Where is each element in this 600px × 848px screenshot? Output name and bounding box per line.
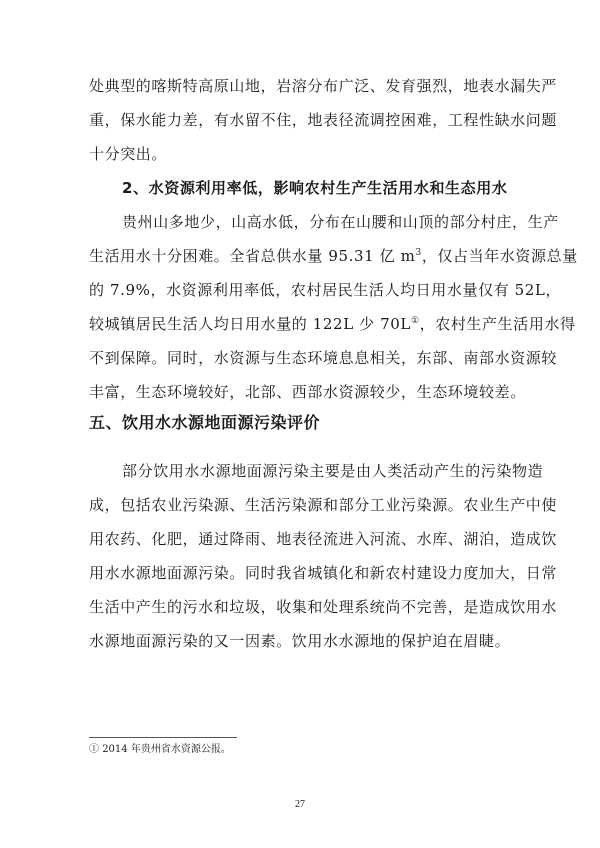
body-text-line: 部分饮用水水源地面源污染主要是由人类活动产生的污染物造 bbox=[122, 462, 544, 480]
text-segment: ，仅占当年水资源总量 bbox=[421, 247, 578, 265]
text-segment: 较城镇居民生活人均日用水量的 122L 少 70L bbox=[89, 315, 411, 333]
section-heading: 五、饮用水水源地面源污染评价 bbox=[89, 413, 321, 432]
body-text-line bbox=[89, 246, 578, 266]
subheading: 2、水资源利用率低，影响农村生产生活用水和生态用水 bbox=[122, 179, 508, 197]
footnote-text: 2014 年贵州省水资源公报。 bbox=[102, 744, 231, 755]
body-text-line: 成，包括农业污染源、生活污染源和部分工业污染源。农业生产中使 bbox=[89, 496, 558, 514]
footnote bbox=[89, 743, 231, 757]
text-segment: ，农村生产生活用水得 bbox=[419, 315, 576, 333]
body-text-line bbox=[89, 314, 576, 334]
footnote-reference[interactable]: ① bbox=[410, 316, 420, 326]
footnote-divider bbox=[89, 737, 237, 738]
body-text-line: 贵州山多地少，山高水低，分布在山腰和山顶的部分村庄，生产 bbox=[122, 213, 559, 231]
body-text-line: 用水水源地面源污染。同时我省城镇化和新农村建设力度加大，日常 bbox=[89, 564, 558, 582]
body-text-line: 重，保水能力差，有水留不住，地表径流调控困难，工程性缺水问题 bbox=[89, 111, 558, 129]
text-segment: 生活用水十分困难。全省总供水量 95.31 亿 m bbox=[89, 247, 416, 265]
body-text-line: 的 7.9%，水资源利用率低，农村居民生活人均日用水量仅有 52L， bbox=[89, 281, 562, 299]
body-text-line: 十分突出。 bbox=[89, 145, 168, 163]
body-text-line: 不到保障。同时，水资源与生态环境息息相关，东部、南部水资源较 bbox=[89, 349, 558, 367]
superscript: 3 bbox=[415, 248, 422, 258]
body-text-line: 处典型的喀斯特高原山地，岩溶分布广泛、发育强烈，地表水漏失严 bbox=[89, 77, 558, 95]
body-text-line: 丰富，生态环境较好，北部、西部水资源较少，生态环境较差。 bbox=[89, 383, 526, 401]
body-text-line: 水源地面源污染的又一因素。饮用水水源地的保护迫在眉睫。 bbox=[89, 632, 511, 650]
body-text-line: 用农药、化肥，通过降雨、地表径流进入河流、水库、湖泊，造成饮 bbox=[89, 530, 558, 548]
page-number: 27 bbox=[295, 799, 305, 810]
footnote-marker: ① bbox=[89, 744, 99, 755]
body-text-line: 生活中产生的污水和垃圾，收集和处理系统尚不完善，是造成饮用水 bbox=[89, 598, 558, 616]
